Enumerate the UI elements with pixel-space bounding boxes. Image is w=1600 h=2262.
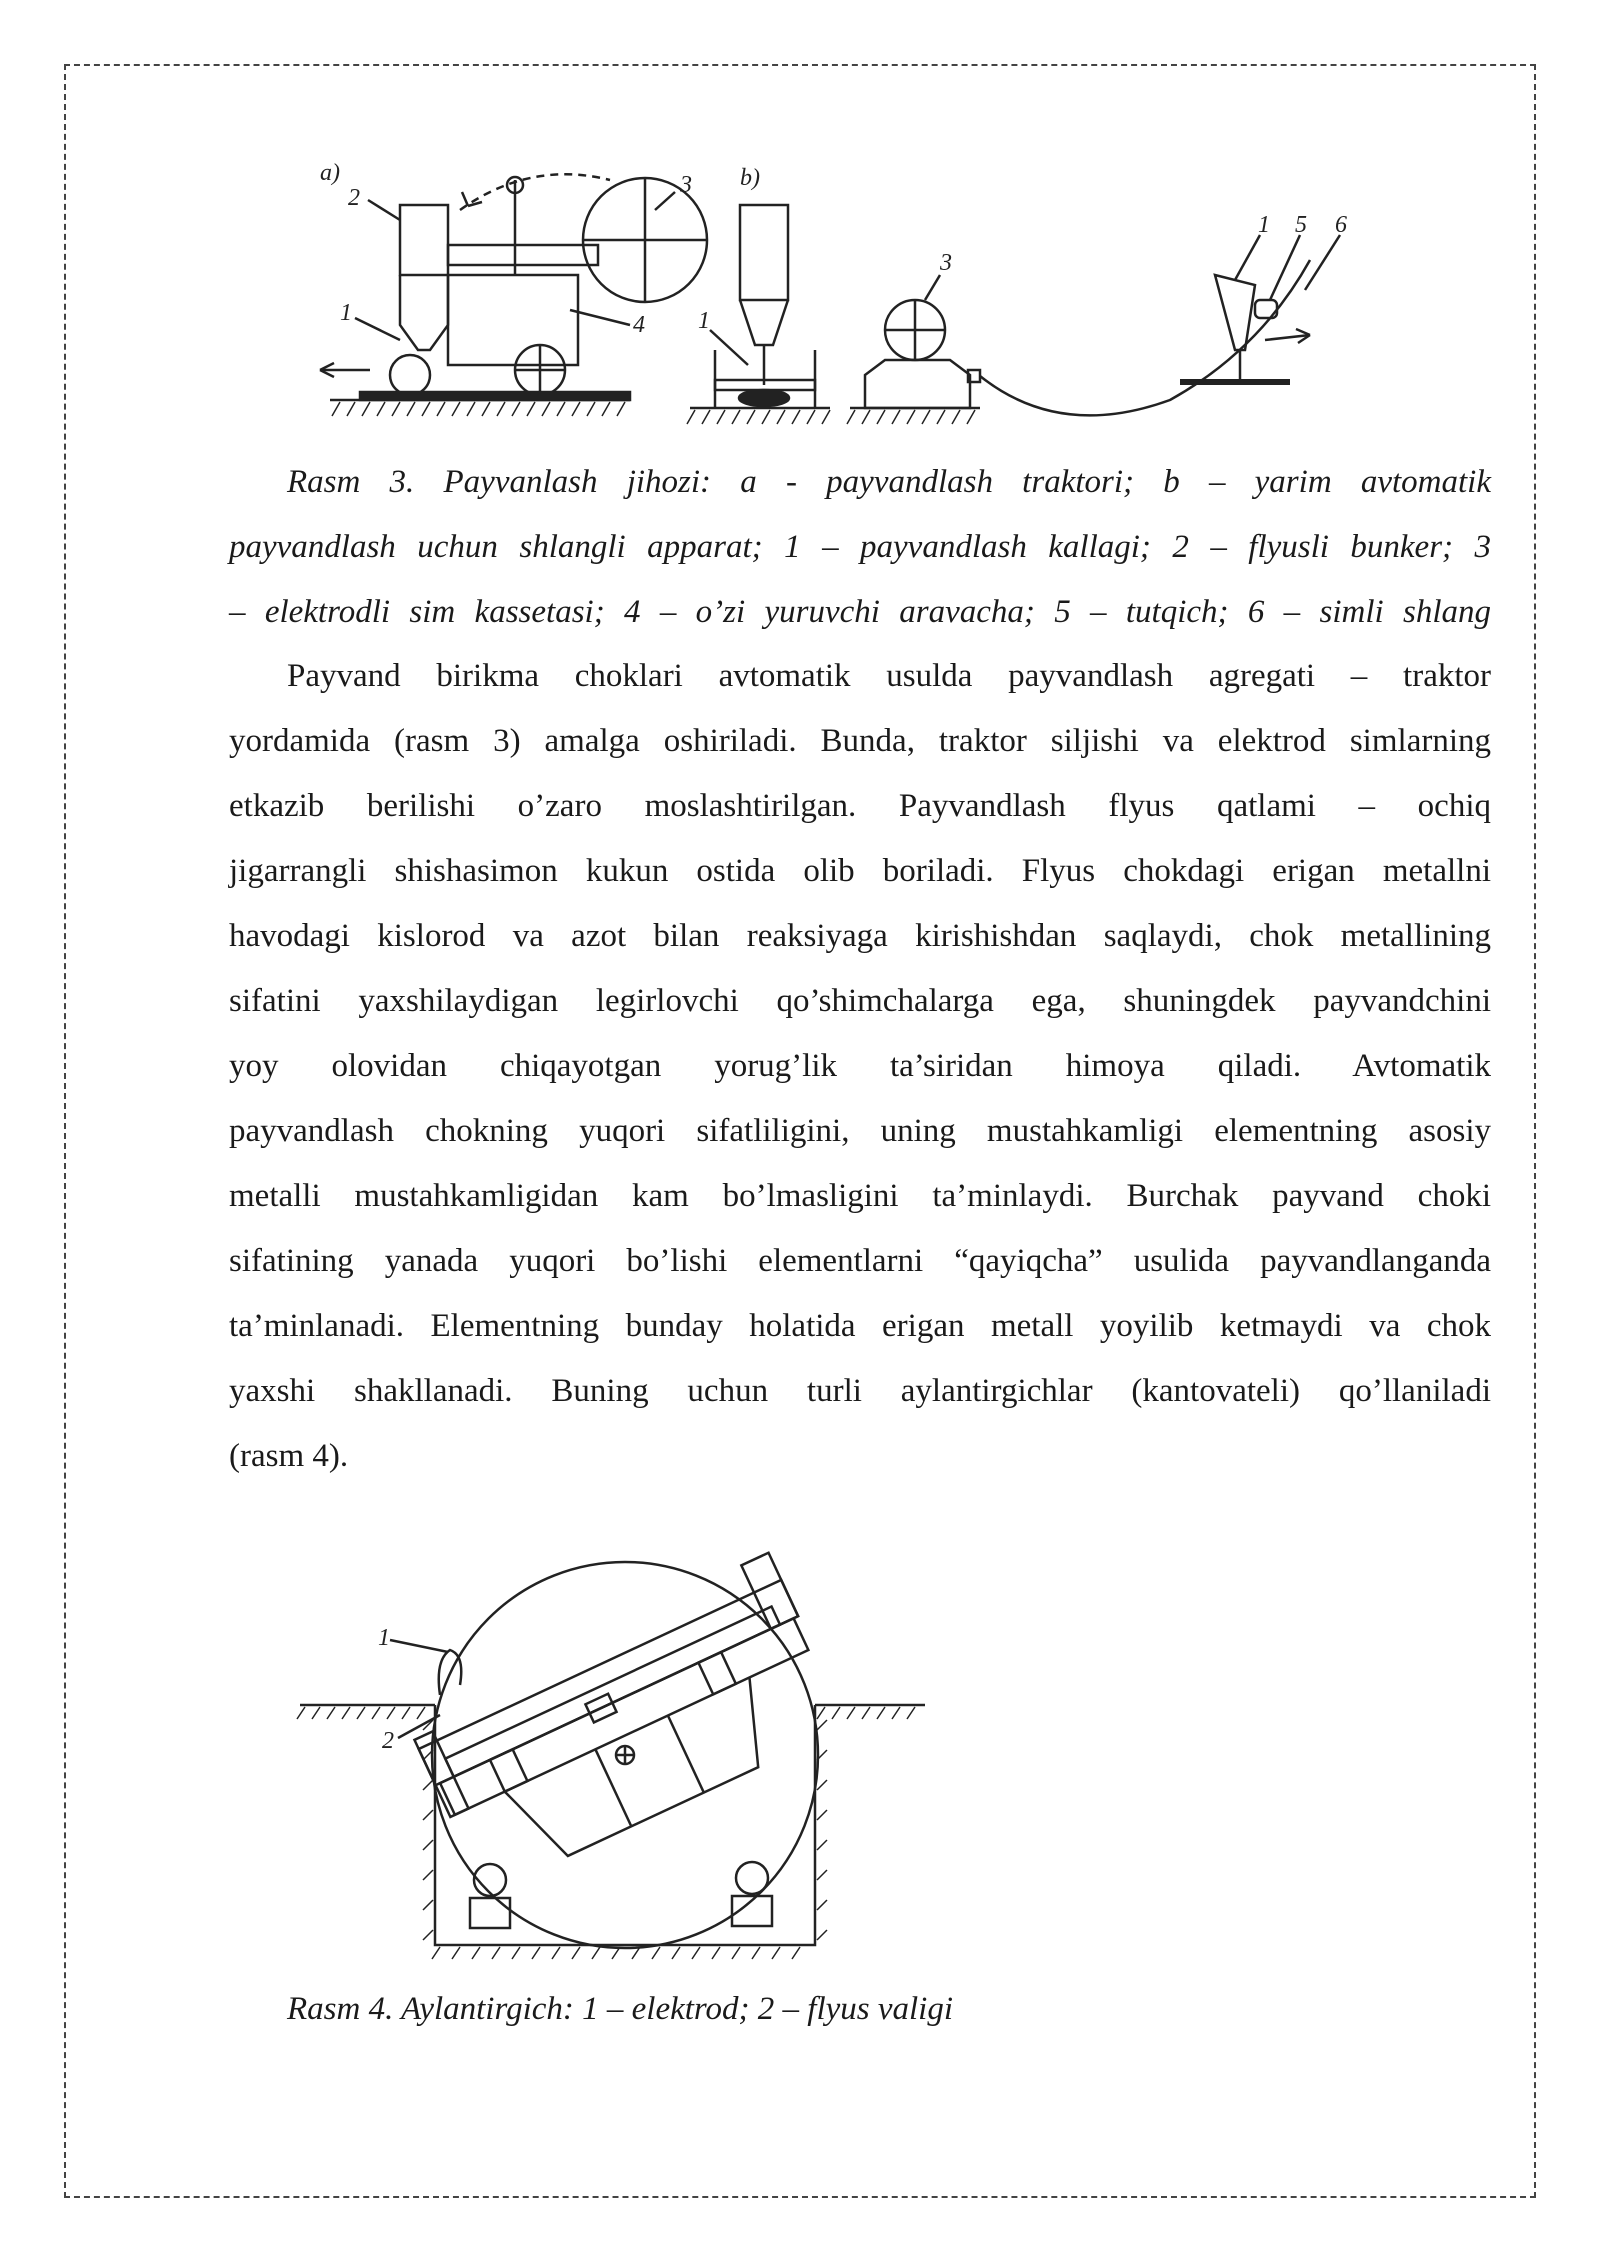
paragraph-line: jigarrangli shishasimon kukun ostida olib boriladi. Flyus chokdagi erigan metallni [229,853,1491,889]
part-label: 2 [348,185,360,211]
body-paragraph [229,644,1491,1489]
figure-3-drawing [300,150,1400,440]
figure-3-caption [229,450,1491,645]
figure-4-rotator [290,1500,940,1970]
figure-3-welding-equipment [300,150,1400,440]
rotation-arc [460,174,610,210]
paragraph-line: payvandlash chokning yuqori sifatliligini, uning mustahkamligi elementning asosiy [229,1113,1491,1149]
paragraph-line: yoy olovidan chiqayotgan yorug’lik ta’siridan himoya qiladi. Avtomatik [229,1048,1491,1084]
part-label: 3 [680,172,692,198]
part-label: 1 [340,300,352,326]
part-label: 1 [378,1625,390,1651]
part-label: 2 [382,1728,394,1754]
caption-line: – elektrodli sim kassetasi; 4 – o’zi yuruvchi aravacha; 5 – tutqich; 6 – simli shlang [229,594,1491,630]
figure-3-label-b: b) [740,165,760,191]
paragraph-line: Payvand birikma choklari avtomatik usulda payvandlash agregati – traktor [287,658,1491,694]
paragraph-line: sifatini yaxshilaydigan legirlovchi qo’shimchalarga ega, shuningdek payvandchini [229,983,1491,1019]
arm [448,245,598,265]
cassette-stand [865,360,970,408]
paragraph-line: havodagi kislorod va azot bilan reaksiyaga kirishishdan saqlaydi, chok metallining [229,918,1491,954]
holder [1215,275,1255,350]
pit [435,1705,815,1945]
paragraph-line: yordamida (rasm 3) amalga oshiriladi. Bunda, traktor siljishi va elektrod simlarning [229,723,1491,759]
part-label: 1 [1258,212,1270,238]
figure-3-label-a: a) [320,160,340,186]
part-label: 5 [1295,212,1307,238]
caption-line: Rasm 4. Aylantirgich: 1 – elektrod; 2 – flyus valigi [287,1991,954,2027]
tilted-element [406,1553,849,1894]
part-label: 6 [1335,212,1347,238]
caption-line: Rasm 3. Payvanlash jihozi: a - payvandlash traktori; b – yarim avtomatik [287,464,1491,500]
wheel-front [390,355,430,395]
roller-right [736,1862,768,1894]
bunker-cone [400,275,448,350]
part-label: 3 [940,250,952,276]
caption-line: payvandlash uchun shlangli apparat; 1 – payvandlash kallagi; 2 – flyusli bunker; 3 [229,529,1491,565]
bunker-b [740,205,788,300]
wire-hose [980,260,1310,415]
paragraph-line: etkazib berilishi o’zaro moslashtirilgan. Payvandlash flyus qatlami – ochiq [229,788,1491,824]
paragraph-line: yaxshi shakllanadi. Buning uchun turli aylantirgichlar (kantovateli) qo’llaniladi [229,1373,1491,1409]
paragraph-line: metalli mustahkamligidan kam bo’lmasligini ta’minlaydi. Burchak payvand choki [229,1178,1491,1214]
paragraph-line: (rasm 4). [229,1438,349,1474]
figure-4-drawing [290,1500,940,1970]
paragraph-line: sifatining yanada yuqori bo’lishi elementlarni “qayiqcha” usulida payvandlanganda [229,1243,1491,1279]
part-label: 1 [698,308,710,334]
flux-bunker [400,205,448,275]
paragraph-line: ta’minlanadi. Elementning bunday holatida erigan metall yoyilib ketmaydi va chok [229,1308,1491,1344]
figure-4-caption [287,1977,1287,2042]
part-label: 4 [633,312,645,338]
